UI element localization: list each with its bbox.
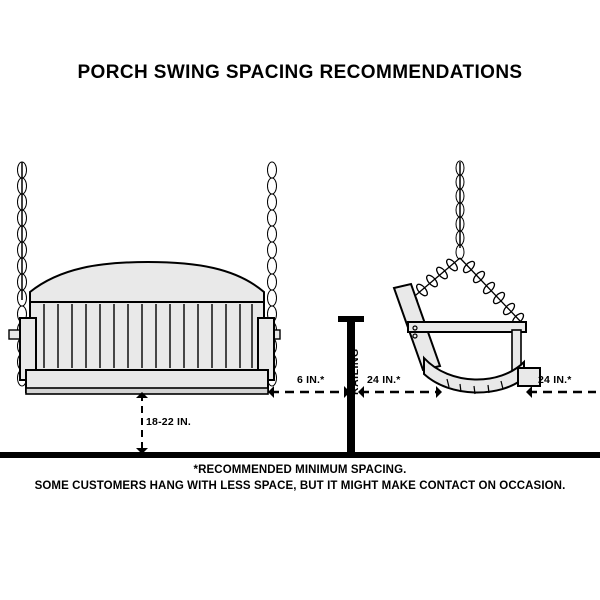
side-arm-rail xyxy=(408,322,526,332)
label-right-clearance: 24 IN.* xyxy=(538,374,572,386)
page-title: PORCH SWING SPACING RECOMMENDATIONS xyxy=(77,62,523,83)
swing-seat-edge xyxy=(26,388,268,394)
label-front-clearance: 6 IN.* xyxy=(297,374,325,386)
swing-back-crest xyxy=(30,262,264,302)
footnote-line-2: SOME CUSTOMERS HANG WITH LESS SPACE, BUT IT MIGHT MAKE CONTACT ON OCCASION. xyxy=(34,480,566,492)
front-view-swing xyxy=(9,162,280,454)
label-seat-height: 18-22 IN. xyxy=(146,416,191,428)
ground-line xyxy=(0,452,600,458)
swing-back-panel xyxy=(30,302,264,370)
label-railing: RAILING xyxy=(349,348,361,395)
label-back-clearance: 24 IN.* xyxy=(367,374,401,386)
side-seat-front-block xyxy=(518,368,540,386)
side-view-swing xyxy=(394,161,540,394)
footnote-line-1: *RECOMMENDED MINIMUM SPACING. xyxy=(193,464,407,476)
